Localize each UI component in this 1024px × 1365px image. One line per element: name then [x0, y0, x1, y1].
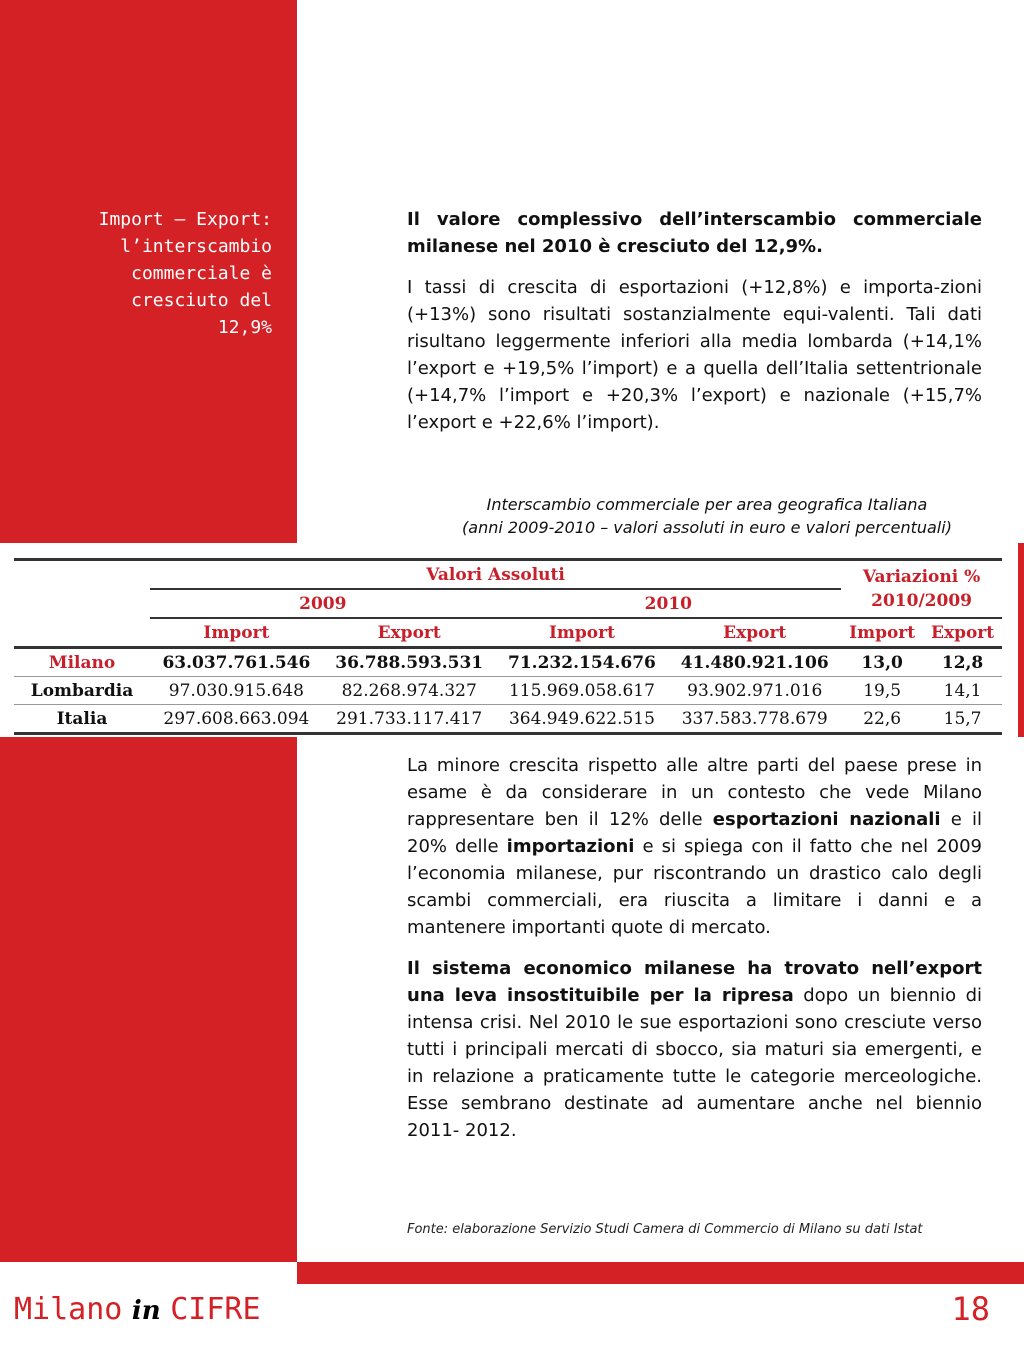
text-span: La minore crescita rispetto alle altre parti del paese prese in esame è da considerare in un contesto che vede Milano rappresentare ben il 12% delle: [407, 755, 982, 830]
row-name: Italia: [14, 705, 150, 734]
row-name: Lombardia: [14, 677, 150, 705]
cell-export-2009: 36.788.593.531: [323, 648, 496, 677]
text-span: e il 20% delle: [407, 809, 982, 857]
footer-brand: [14, 1292, 261, 1327]
header-import-2010: Import: [496, 618, 669, 648]
brand-milano: Milano: [14, 1292, 123, 1327]
trade-table: [14, 558, 1002, 735]
table-row-lombardia: [14, 677, 1002, 705]
cell-var-export: 14,1: [923, 677, 1002, 705]
page-number: 18: [951, 1290, 990, 1328]
cell-export-2010: 337.583.778.679: [668, 705, 841, 734]
text-span: e si spiega con il fatto che nel 2009 l’economia milanese, pur riscontrando un drastico calo degli scambi commerciali, era riuscita a limitare i danni e a mantenere importanti quote di mercato.: [407, 836, 982, 938]
bold-span: esportazioni nazionali: [712, 809, 941, 830]
brand-cifre: CIFRE: [170, 1292, 261, 1327]
bold-span: importazioni: [506, 836, 635, 857]
cell-var-import: 13,0: [841, 648, 923, 677]
header-import-2009: Import: [150, 618, 323, 648]
body-paragraph-2: [407, 955, 982, 1144]
cell-var-export: 15,7: [923, 705, 1002, 734]
header-export-2010: Export: [668, 618, 841, 648]
cell-export-2010: 41.480.921.106: [668, 648, 841, 677]
cell-export-2009: 82.268.974.327: [323, 677, 496, 705]
cell-import-2009: 63.037.761.546: [150, 648, 323, 677]
row-name: Milano: [14, 648, 150, 677]
intro-section: [407, 206, 982, 450]
cell-import-2009: 297.608.663.094: [150, 705, 323, 734]
cell-export-2010: 93.902.971.016: [668, 677, 841, 705]
caption-line-2: (anni 2009-2010 – valori assoluti in euro e valori percentuali): [462, 518, 952, 537]
cell-import-2010: 115.969.058.617: [496, 677, 669, 705]
cell-var-import: 19,5: [841, 677, 923, 705]
brand-in: in: [131, 1296, 161, 1326]
cell-import-2009: 97.030.915.648: [150, 677, 323, 705]
header-variazioni: [841, 560, 1002, 619]
sidebar-title: Import – Export: l’interscambio commerciale è cresciuto del 12,9%: [98, 209, 272, 338]
table-caption: [407, 493, 1007, 539]
body-section: [407, 752, 982, 1158]
header-variazioni-line1: Variazioni %: [862, 567, 981, 587]
header-year-2009: 2009: [150, 589, 496, 618]
sidebar-red-block-bottom: [0, 737, 297, 1262]
right-red-edge: [1018, 543, 1024, 737]
cell-import-2010: 71.232.154.676: [496, 648, 669, 677]
source-note: Fonte: elaborazione Servizio Studi Camera di Commercio di Milano su dati Istat: [407, 1222, 923, 1237]
cell-import-2010: 364.949.622.515: [496, 705, 669, 734]
intro-paragraph: I tassi di crescita di esportazioni (+12,8%) e importa-zioni (+13%) sono risultati sostanzialmente equi-valenti. Tali dati risultano leggermente inferiori alla media lombarda (+14,1% l’export e +19,5% l’import) e a quella dell’Italia settentrionale (+14,7% l’import e +20,3% l’export) e nazionale (+15,7% l’export e +22,6% l’import).: [407, 277, 982, 433]
header-variazioni-line2: 2010/2009: [871, 591, 972, 611]
bold-span: Il sistema economico milanese ha trovato nell’export una leva insostituibile per la ripresa: [407, 958, 982, 1006]
table-row-italia: [14, 705, 1002, 734]
cell-var-import: 22,6: [841, 705, 923, 734]
header-valori-assoluti: Valori Assoluti: [150, 560, 841, 590]
trade-table-container: [14, 558, 1002, 728]
header-export-2009: Export: [323, 618, 496, 648]
body-paragraph-1: [407, 752, 982, 941]
table-header-row-1: [14, 560, 1002, 590]
header-var-import: Import: [841, 618, 923, 648]
cell-export-2009: 291.733.117.417: [323, 705, 496, 734]
footer-red-band: [297, 1262, 1024, 1284]
table-header-row-3: [14, 618, 1002, 648]
text-span: dopo un biennio di intensa crisi. Nel 2010 le sue esportazioni sono cresciute verso tutti i principali mercati di sbocco, sia maturi sia emergenti, e in relazione a praticamente tutte le categorie merceologiche. Esse sembrano destinate ad aumentare anche nel biennio 2011- 2012.: [407, 985, 982, 1141]
intro-lead: Il valore complessivo dell’interscambio commerciale milanese nel 2010 è cresciuto del 12,9%.: [407, 209, 982, 257]
table-row-milano: [14, 648, 1002, 677]
cell-var-export: 12,8: [923, 648, 1002, 677]
header-var-export: Export: [923, 618, 1002, 648]
caption-line-1: Interscambio commerciale per area geografica Italiana: [486, 495, 928, 514]
header-year-2010: 2010: [496, 589, 842, 618]
